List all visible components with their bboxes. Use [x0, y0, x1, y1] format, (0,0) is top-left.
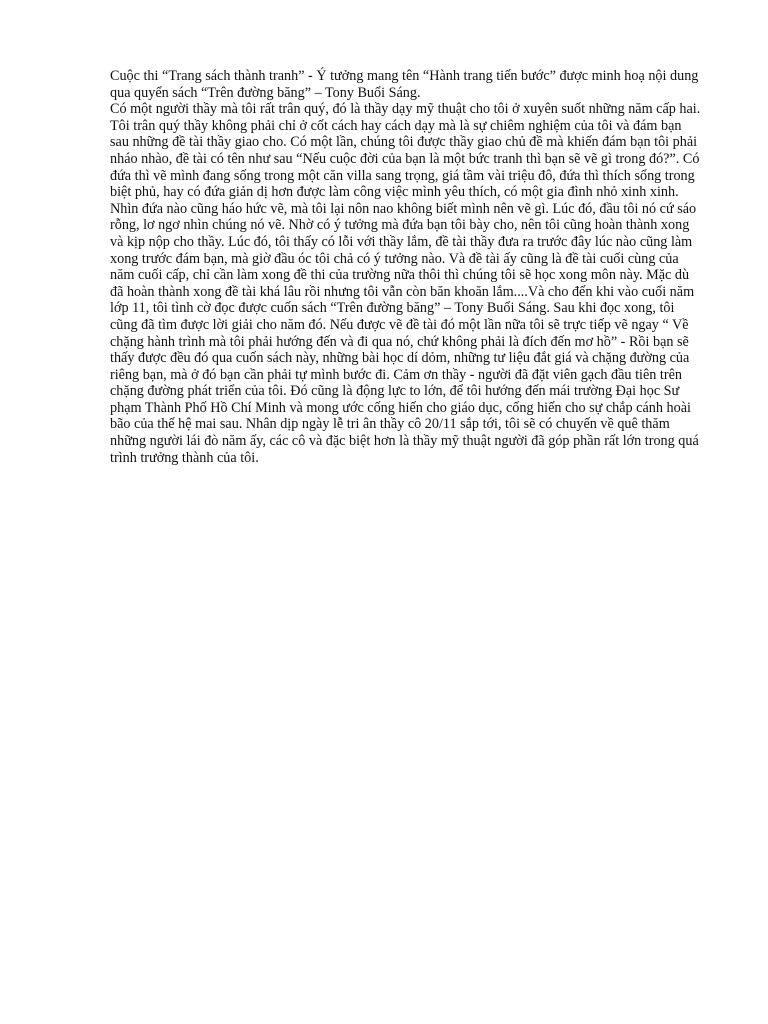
intro-paragraph: Cuộc thi “Trang sách thành tranh” - Ý tưởng mang tên “Hành trang tiến bước” được minh hoạ nội dung qua quyển sách “Trên đường băng” – Tony Buổi Sáng.: [110, 68, 699, 101]
story-paragraph: Có một người thầy mà tôi rất trân quý, đó là thầy dạy mỹ thuật cho tôi ở xuyên suốt những năm cấp hai. Tôi trân quý thầy không phải chỉ ở cốt cách hay cách dạy mà là sự chiêm nghiệm của tôi và đám bạn sau những đề tài thầy giao cho. Có một lần, chúng tôi được thầy giao chủ đề mà khiến đám bạn tôi phải nháo nhào, đề tài có tên như sau “Nếu cuộc đời của bạn là một bức tranh thì bạn sẽ vẽ gì trong đó?”. Có đứa thì vẽ mình đang sống trong một căn villa sang trọng, giá tầm vài triệu đô, đứa thì thích sống trong biệt phủ, hay có đứa giản dị hơn được làm công việc mình yêu thích, có một gia đình nhỏ xinh xinh. Nhìn đứa nào cũng háo hức vẽ, mà tôi lại nôn nao không biết mình nên vẽ gì. Lúc đó, đầu tôi nó cứ sáo rỗng, lơ ngơ nhìn chúng nó vẽ. Nhờ có ý tưởng mà đứa bạn tôi bày cho, nên tôi cũng hoàn thành xong và kịp nộp cho thầy. Lúc đó, tôi thấy có lỗi với thầy lắm, đề tài thầy đưa ra trước đây lúc nào cũng làm xong trước đám bạn, mà giờ đầu óc tôi chả có ý tưởng nào. Và đề tài ấy cũng là đề tài cuối cùng của năm cuối cấp, chỉ cần làm xong đề thi của trường nữa thôi thì chúng tôi sẽ học xong môn này. Mặc dù đã hoàn thành xong đề tài khá lâu rồi nhưng tôi vẫn còn băn khoăn lắm....Và cho đến khi vào cuối năm lớp 11, tôi tình cờ đọc được cuốn sách “Trên đường băng” – Tony Buổi Sáng. Sau khi đọc xong, tôi cũng đã tìm được lời giải cho năm đó. Nếu được vẽ đề tài đó một lần nữa tôi sẽ trực tiếp vẽ ngay “ Về chặng hành trình mà tôi phải hướng đến và đi qua nó, chứ không phải là đích đến mơ hồ” - Rồi bạn sẽ thấy được đều đó qua cuốn sách này, những bài học dí dỏm, những tư liệu đắt giá và chặng đường của riêng bạn, mà ở đó bạn cần phải tự mình bước đi. Cảm ơn thầy - người đã đặt viên gạch đầu tiên trên chặng đường phát triển của tôi. Đó cũng là động lực to lớn, để tôi hướng đến mái trường Đại học Sư phạm Thành Phố Hồ Chí Minh và mong ước cống hiến cho giáo dục, cống hiến cho sự chắp cánh hoài bão của thế hệ mai sau. Nhân dịp ngày lễ tri ân thầy cô 20/11 sắp tới, tôi sẽ có chuyến về quê thăm những người lái đò năm ấy, các cô và đặc biệt hơn là thầy mỹ thuật người đã góp phần rất lớn trong quá trình trưởng thành của tôi.: [110, 101, 701, 466]
document-body: [110, 68, 702, 466]
